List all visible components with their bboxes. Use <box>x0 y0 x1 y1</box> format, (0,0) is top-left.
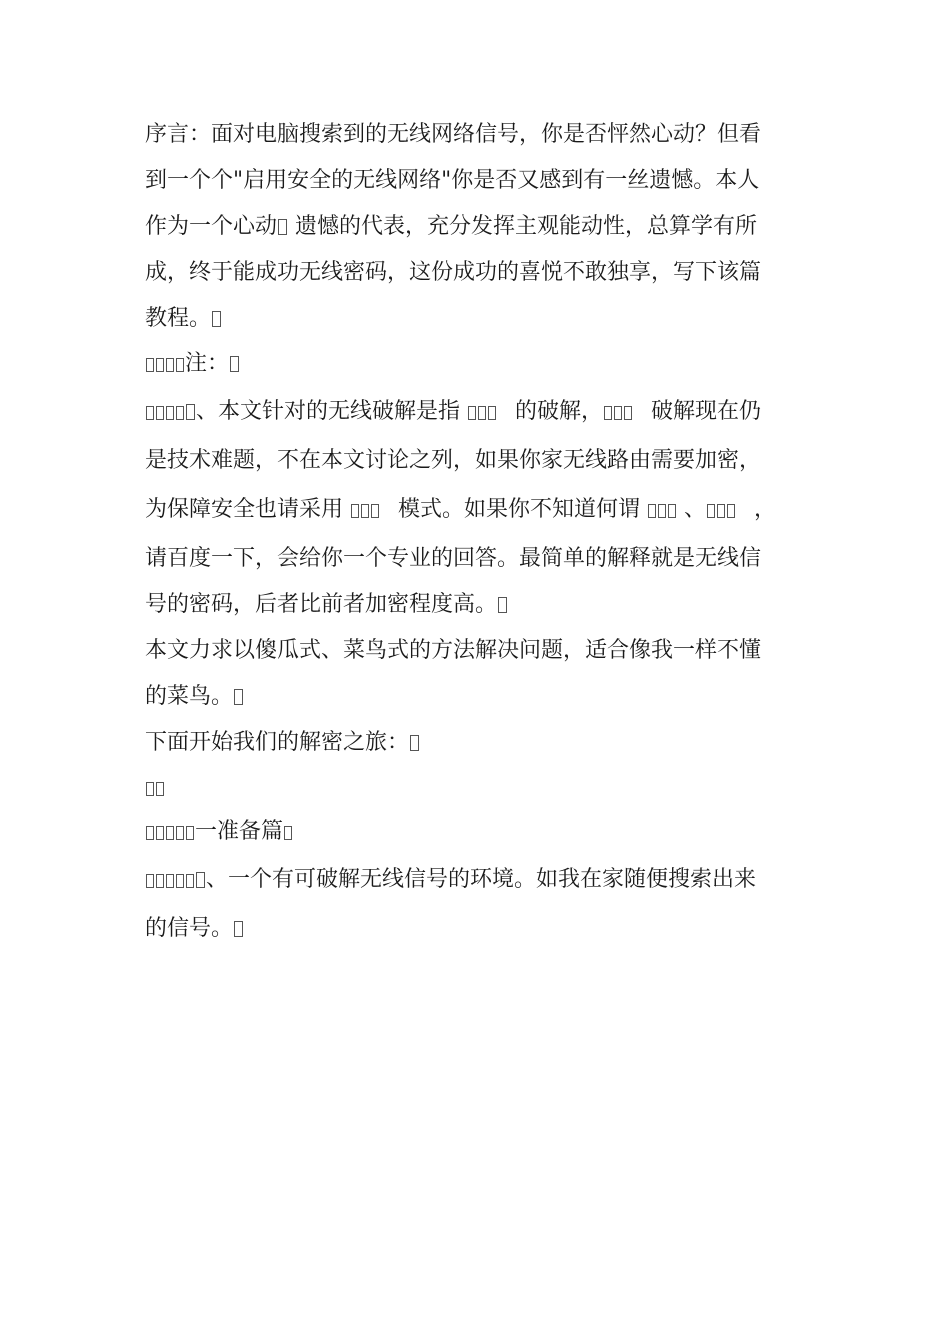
missing-glyph-icon <box>371 504 379 518</box>
paragraph-line: 请百度一下，会给你一个专业的回答。最简单的解释就是无线信 <box>145 546 762 571</box>
missing-glyph-icon <box>146 782 154 796</box>
paragraph-line: 号的密码，后者比前者加密程度高。 <box>145 582 810 628</box>
missing-glyph-icon <box>186 874 194 888</box>
paragraph-line: 、一个有可破解无线信号的环境。如我在家随便搜索出来 <box>145 854 810 906</box>
missing-glyph-icon <box>707 504 715 518</box>
paragraph-line: 为保障安全也请采用 模式。如果你不知道何谓 、 ， <box>145 497 777 522</box>
missing-glyph-icon <box>212 311 221 327</box>
missing-glyph-icon <box>234 921 243 937</box>
missing-glyph-icon <box>624 406 632 420</box>
missing-glyph-icon <box>196 872 205 888</box>
missing-glyph-icon <box>156 826 164 840</box>
missing-glyph-icon <box>166 874 174 888</box>
missing-glyph-icon <box>658 504 666 518</box>
missing-glyph-icon <box>604 406 612 420</box>
missing-glyph-icon <box>717 504 725 518</box>
missing-glyph-icon <box>146 406 154 420</box>
missing-glyph-icon <box>186 826 194 840</box>
missing-glyph-icon <box>166 406 174 420</box>
missing-glyph-icon <box>498 597 507 613</box>
missing-glyph-icon <box>234 689 243 705</box>
paragraph-line: 到一个个"启用安全的无线网络"你是否又感到有一丝遗憾。本人 <box>145 168 760 193</box>
missing-glyph-icon <box>156 874 164 888</box>
empty-line <box>145 766 810 810</box>
missing-glyph-icon <box>176 826 184 840</box>
missing-glyph-icon <box>668 504 676 518</box>
section-title: 一准备篇 <box>145 810 810 854</box>
note-label-line: 注： <box>145 342 810 386</box>
missing-glyph-icon <box>230 356 239 372</box>
missing-glyph-icon <box>186 404 195 420</box>
missing-glyph-icon <box>488 406 496 420</box>
missing-glyph-icon <box>648 504 656 518</box>
missing-glyph-icon <box>176 358 184 372</box>
missing-glyph-icon <box>166 826 174 840</box>
missing-glyph-icon <box>351 504 359 518</box>
missing-glyph-icon <box>146 874 154 888</box>
missing-glyph-icon <box>614 406 622 420</box>
missing-glyph-icon <box>156 358 164 372</box>
missing-glyph-icon <box>468 406 476 420</box>
paragraph-line: 下面开始我们的解密之旅： <box>145 720 810 766</box>
missing-glyph-icon <box>176 406 184 420</box>
paragraph-line: 成，终于能成功无线密码，这份成功的喜悦不敢独享，写下该篇 <box>145 260 762 285</box>
paragraph-line: 的信号。 <box>145 906 810 952</box>
missing-glyph-icon <box>410 735 419 751</box>
paragraph-line: 本文力求以傻瓜式、菜鸟式的方法解决问题，适合像我一样不懂 <box>145 638 762 663</box>
paragraph-line: 序言：面对电脑搜索到的无线网络信号，你是否怦然心动？但看 <box>145 122 762 147</box>
missing-glyph-icon <box>478 406 486 420</box>
document-body <box>145 112 810 952</box>
paragraph-line: 、本文针对的无线破解是指 的破解， 破解现在仍 <box>145 386 810 438</box>
paragraph-line: 的菜鸟。 <box>145 674 810 720</box>
paragraph-line: 教程。 <box>145 296 810 342</box>
missing-glyph-icon <box>727 504 735 518</box>
missing-glyph-icon <box>156 406 164 420</box>
missing-glyph-icon <box>284 826 292 840</box>
missing-glyph-icon <box>278 219 287 235</box>
missing-glyph-icon <box>176 874 184 888</box>
paragraph-line: 作为一个心动 遗憾的代表，充分发挥主观能动性，总算学有所 <box>145 214 758 239</box>
paragraph-line: 是技术难题，不在本文讨论之列，如果你家无线路由需要加密， <box>145 448 762 473</box>
missing-glyph-icon <box>361 504 369 518</box>
missing-glyph-icon <box>166 358 174 372</box>
missing-glyph-icon <box>156 782 164 796</box>
missing-glyph-icon <box>146 826 154 840</box>
missing-glyph-icon <box>146 358 154 372</box>
